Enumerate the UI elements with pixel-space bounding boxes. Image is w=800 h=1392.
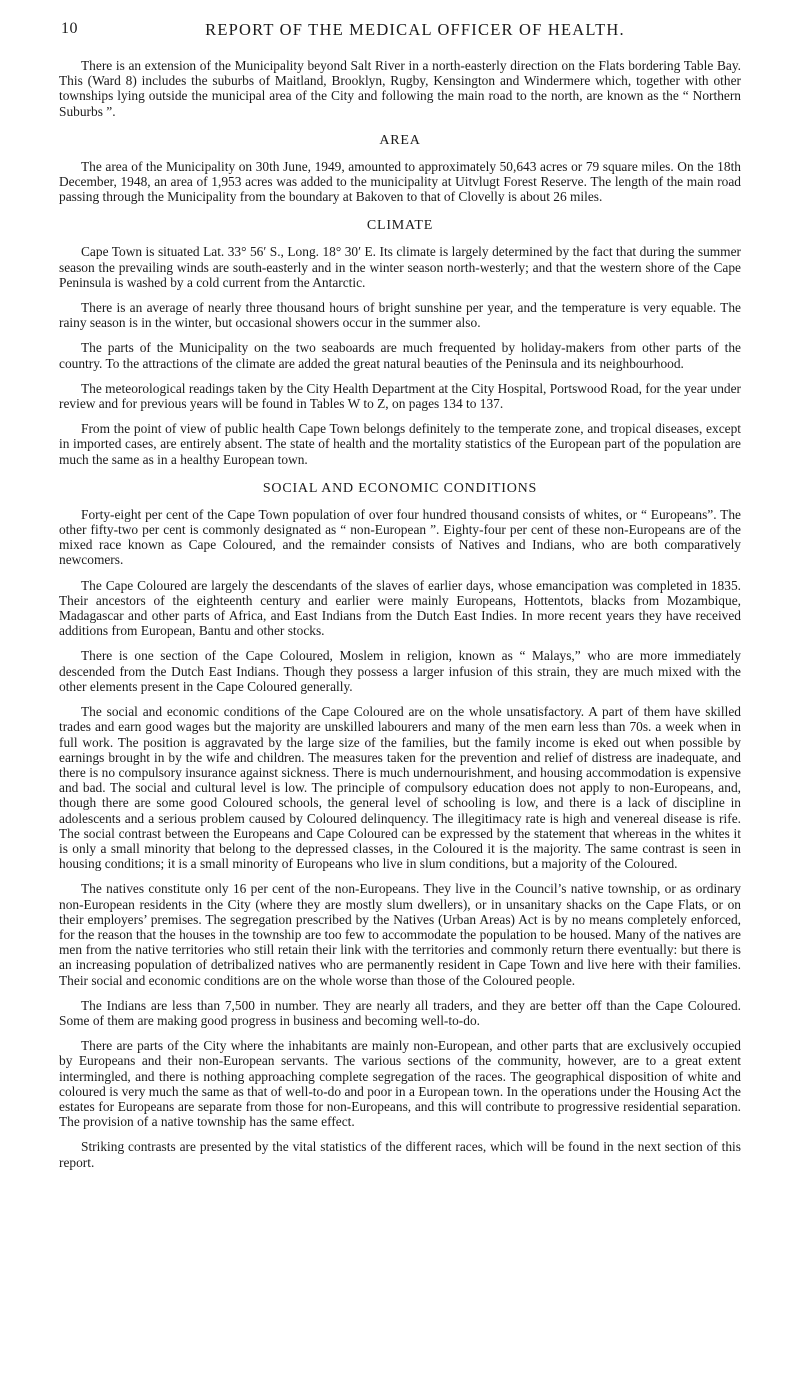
climate-paragraph: There is an average of nearly three thousand hours of bright sunshine per year, and the temperature is very equable. The rainy season is in the winter, but occasional showers occur in the summer also.	[59, 300, 741, 331]
social-paragraph: There are parts of the City where the inhabitants are mainly non-European, and other parts that are exclusively occupied by Europeans and their non-European servants. The various sections of the community, however, are to a great extent intermingled, and there is nothing approaching complete segregation of the races. The geographical disposition of white and coloured is very much the same as that of well-to-do and poor in a European town. In the operations under the Housing Act the estates for Europeans are separate from those for non-Europeans, and this will contribute to progressive residential separation. The provision of a native township has the same effect.	[59, 1038, 741, 1130]
social-paragraph: The Indians are less than 7,500 in number. They are nearly all traders, and they are better off than the Cape Coloured. Some of them are making good progress in business and becoming well-to-do.	[59, 997, 741, 1028]
social-paragraph: Striking contrasts are presented by the vital statistics of the different races, which will be found in the next section of this report.	[59, 1139, 741, 1170]
page-header	[59, 20, 741, 42]
social-paragraph: Forty-eight per cent of the Cape Town population of over four hundred thousand consists of whites, or “ Europeans”. The other fifty-two per cent is commonly designated as “ non-European ”. Eighty-four per cent of these non-Europeans are of the mixed race known as Cape Coloured, and the remainder consists of Natives and Indians, who are both comparatively newcomers.	[59, 506, 741, 568]
section-heading-climate: CLIMATE	[366, 218, 434, 234]
climate-paragraph: The parts of the Municipality on the two seaboards are much frequented by holiday-makers from other parts of the country. To the attractions of the climate are added the great natural beauties of the Peninsula and its neighbourhood.	[59, 340, 741, 371]
social-paragraph: The natives constitute only 16 per cent of the non-Europeans. They live in the Council’s native township, or as ordinary non-European residents in the City (where they are mostly slum dwellers), or in unsanitary shacks on the Cape Flats, or on their employers’ premises. The segregation prescribed by the Natives (Urban Areas) Act is by no means completely enforced, for the reason that the houses in the township are too few to accommodate the population to be housed. Many of the natives are men from the native territories who still retain their link with the territories and commonly return there eventually: but there is an increasing population of detribalized natives who are permanently resident in Cape Town and live here with their families. Their social and economic conditions are on the whole worse than those of the Coloured people.	[59, 881, 741, 988]
area-paragraph: The area of the Municipality on 30th June, 1949, amounted to approximately 50,643 acres or 79 square miles. On the 18th December, 1948, an area of 1,953 acres was added to the municipality at Uitvlugt Forest Reserve. The length of the main road passing through the Municipality from the boundary at Bakoven to that of Clovelly is about 26 miles.	[59, 158, 741, 205]
climate-paragraph: Cape Town is situated Lat. 33° 56′ S., Long. 18° 30′ E. Its climate is largely determined by the fact that during the summer season the prevailing winds are south-easterly and in the winter season north-westerly; and that the western shore of the Cape Peninsula is washed by a cold current from the Antarctic.	[59, 244, 741, 290]
section-heading-area: AREA	[379, 132, 421, 148]
social-paragraph: The Cape Coloured are largely the descendants of the slaves of earlier days, whose emancipation was completed in 1835. Their ancestors of the eighteenth century and earlier were mainly Europeans, Hottentots, blacks from Mozambique, Madagascar and other parts of Africa, and East Indians from the Dutch East Indies. In more recent years they have received additions from European, Bantu and other stocks.	[59, 577, 741, 639]
running-title: REPORT OF THE MEDICAL OFFICER OF HEALTH.	[205, 20, 625, 39]
page-content	[59, 58, 741, 1170]
intro-paragraph: There is an extension of the Municipality beyond Salt River in a north-easterly direction on the Flats bordering Table Bay. This (Ward 8) includes the suburbs of Maitland, Brooklyn, Rugby, Kensington and Windermere which, together with other townships lying outside the municipal area of the City and following the main road to the north, are known as the “ Northern Suburbs ”.	[59, 58, 741, 119]
climate-paragraph: From the point of view of public health Cape Town belongs definitely to the temperate zone, and tropical diseases, except in imported cases, are entirely absent. The state of health and the mortality statistics of the European part of the population are much the same as in a healthy European town.	[59, 421, 741, 467]
climate-paragraph: The meteorological readings taken by the City Health Department at the City Hospital, Portswood Road, for the year under review and for previous years will be found in Tables W to Z, on pages 134 to 137.	[59, 380, 741, 412]
section-heading-social: SOCIAL AND ECONOMIC CONDITIONS	[262, 480, 538, 496]
social-paragraph: There is one section of the Cape Coloured, Moslem in religion, known as “ Malays,” who are more immediately descended from the Dutch East Indians. Though they possess a larger infusion of this strain, they are much mixed with the other elements present in the Cape Coloured generally.	[59, 648, 741, 694]
page-number: 10	[61, 20, 78, 37]
social-paragraph: The social and economic conditions of the Cape Coloured are on the whole unsatisfactory. A part of them have skilled trades and earn good wages but the majority are unskilled labourers and many of the men earn less than 70s. a week when in full work. The position is aggravated by the large size of the families, but the family income is eked out when possible by earnings brought in by the wife and children. The measures taken for the prevention and relief of distress are inadequate, and there is no compulsory insurance against sickness. There is much undernourishment, and housing accommodation is expensive and bad. The social and cultural level is low. The principle of compulsory education does not apply to non-Europeans, and, though there are some good Coloured schools, the general level of schooling is low, and there is a lack of discipline in adolescents and a serious problem caused by Coloured delinquency. The illegitimacy rate is high and venereal disease is rife. The social contrast between the Europeans and Cape Coloured can be expressed by the statement that whereas in the whites it is only a small minority that belong to the depressed classes, in the Coloured it is the majority. The same contrast is seen in housing conditions; it is a small minority of Europeans who live in slum conditions, but a majority of the Coloured.	[59, 704, 741, 872]
